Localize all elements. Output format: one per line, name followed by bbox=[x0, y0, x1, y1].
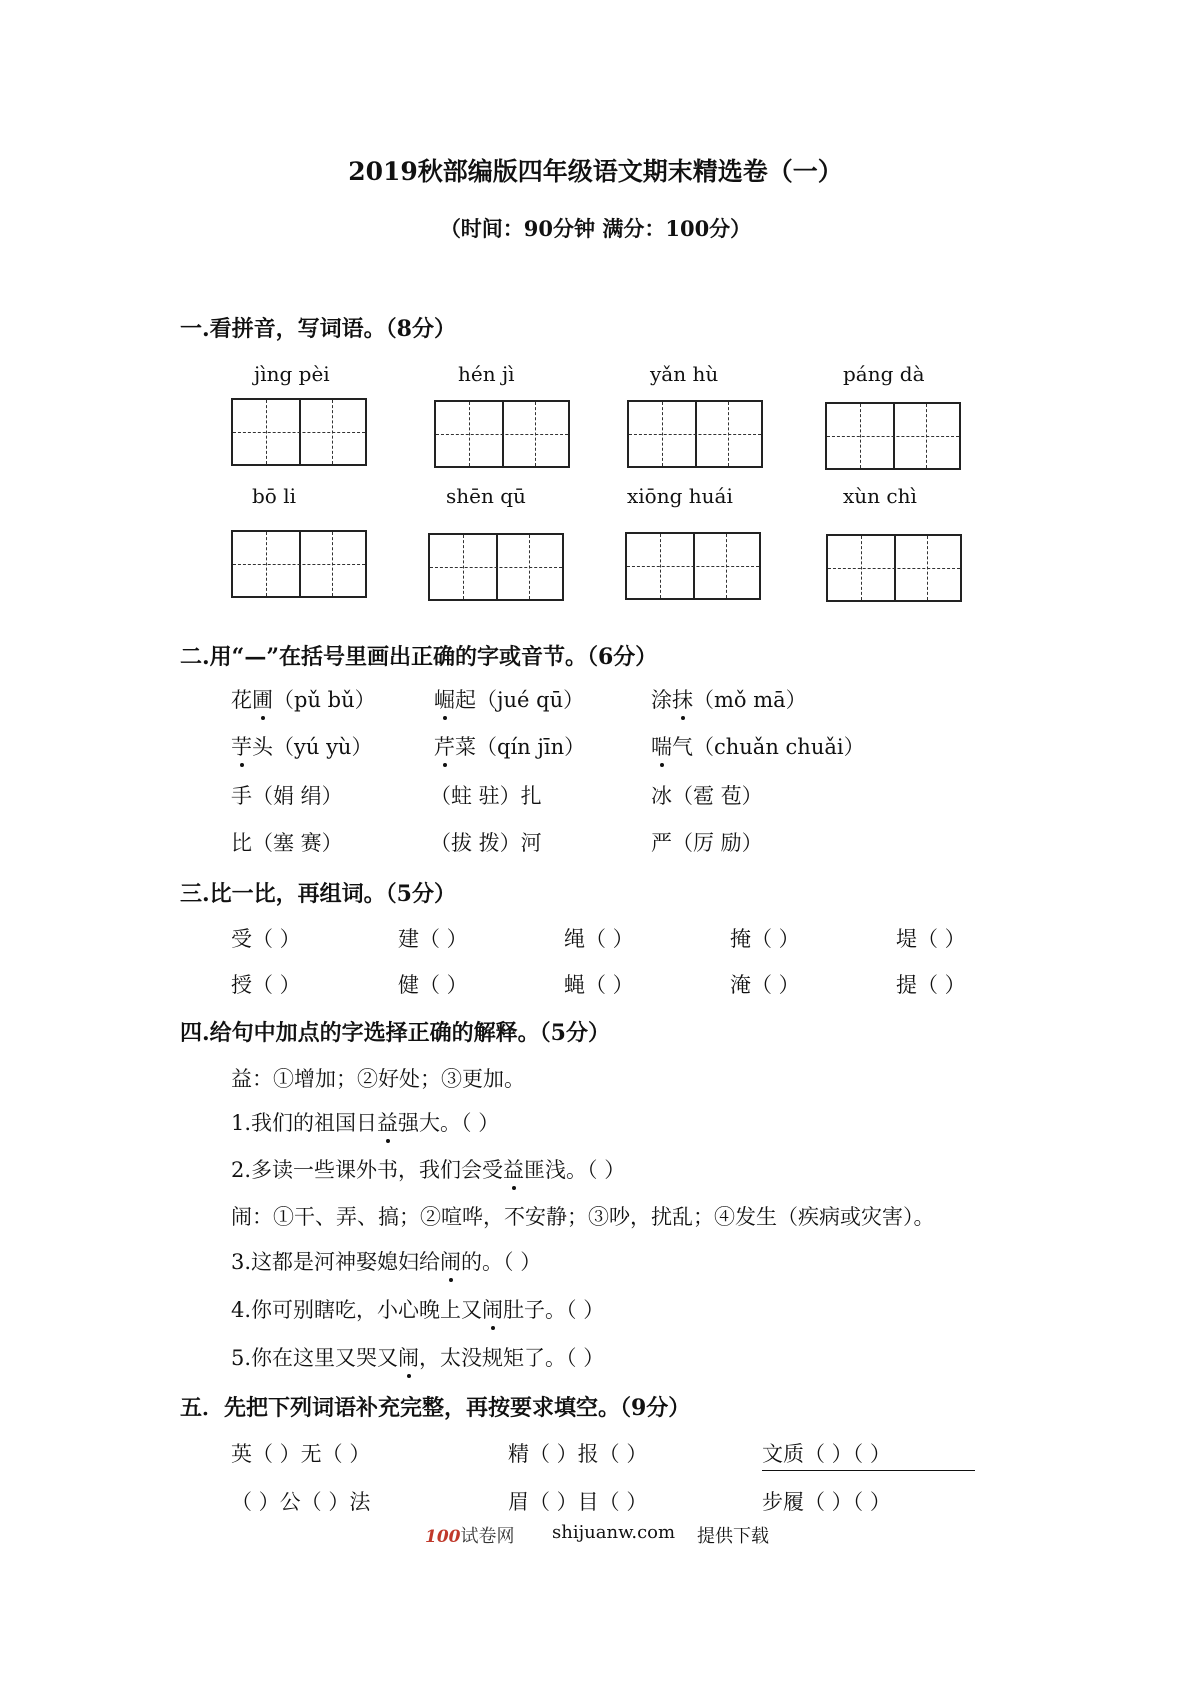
choice-item[interactable]: 手（娟 绢） bbox=[231, 784, 343, 808]
section-5-heading: 五．先把下列词语补充完整，再按要求填空。（9分） bbox=[180, 1395, 691, 1421]
word-blank[interactable]: 建（ ） bbox=[398, 927, 468, 951]
writing-grid[interactable] bbox=[231, 398, 367, 466]
section-1-heading: 一.看拼音，写词语。（8分） bbox=[180, 316, 456, 342]
choice-item[interactable]: （拔 拨）河 bbox=[430, 831, 542, 855]
writing-grid[interactable] bbox=[627, 400, 763, 468]
emphasis-dot-char: 喘 bbox=[651, 731, 672, 761]
choice-item[interactable]: 涂抹（mǒ mā） bbox=[651, 684, 807, 714]
word-blank[interactable]: 绳（ ） bbox=[564, 927, 634, 951]
writing-grid[interactable] bbox=[825, 402, 961, 470]
choice-item[interactable]: 冰（雹 苞） bbox=[651, 784, 763, 808]
site-logo-icon: 100 bbox=[425, 1527, 461, 1547]
choice-item[interactable]: （蛀 驻）扎 bbox=[430, 784, 542, 808]
pinyin-2: hén jì bbox=[458, 362, 515, 386]
choice-item[interactable]: 芹菜（qín jīn） bbox=[434, 731, 585, 761]
definition-text: 闹：①干、弄、搞；②喧哗，不安静；③吵，扰乱；④发生（疾病或灾害）。 bbox=[231, 1205, 935, 1229]
writing-grid[interactable] bbox=[625, 532, 761, 600]
word-blank[interactable]: 步履（ ）（ ） bbox=[762, 1490, 891, 1514]
question-item[interactable]: 3.这都是河神娶媳妇给闹的。（ ） bbox=[231, 1246, 541, 1276]
pinyin-5: bō li bbox=[252, 484, 296, 508]
pinyin-7: xiōng huái bbox=[627, 484, 733, 508]
page-title: 2019秋部编版四年级语文期末精选卷（一） bbox=[348, 157, 843, 186]
footer-domain[interactable]: shijuanw.com bbox=[552, 1522, 676, 1543]
word-blank[interactable]: 授（ ） bbox=[231, 973, 301, 997]
writing-grid[interactable] bbox=[826, 534, 962, 602]
emphasis-dot-char: 芹 bbox=[434, 731, 455, 761]
site-name: 试卷网 bbox=[460, 1526, 515, 1547]
emphasis-dot-char: 圃 bbox=[252, 684, 273, 714]
word-blank[interactable]: 健（ ） bbox=[398, 973, 468, 997]
word-blank[interactable]: （ ）公（ ）法 bbox=[231, 1490, 371, 1514]
writing-grid[interactable] bbox=[231, 530, 367, 598]
choice-item[interactable]: 喘气（chuǎn chuǎi） bbox=[651, 731, 865, 761]
choice-item[interactable]: 芋头（yú yù） bbox=[231, 731, 372, 761]
emphasis-dot-char: 益 bbox=[503, 1154, 524, 1184]
footer-provide-text: 提供下载 bbox=[697, 1526, 769, 1547]
choice-item[interactable]: 严（厉 励） bbox=[651, 831, 763, 855]
writing-grid[interactable] bbox=[434, 400, 570, 468]
word-blank[interactable]: 提（ ） bbox=[896, 973, 966, 997]
pinyin-8: xùn chì bbox=[843, 484, 917, 508]
emphasis-dot-char: 闹 bbox=[482, 1294, 503, 1324]
emphasis-dot-char: 闹 bbox=[398, 1342, 419, 1372]
emphasis-dot-char: 益 bbox=[377, 1107, 398, 1137]
footer-brand[interactable] bbox=[425, 1522, 515, 1548]
emphasis-dot-char: 抹 bbox=[672, 684, 693, 714]
question-item[interactable]: 2.多读一些课外书，我们会受益匪浅。（ ） bbox=[231, 1154, 625, 1184]
section-3-heading: 三.比一比，再组词。（5分） bbox=[180, 881, 456, 907]
emphasis-dot-char: 闹 bbox=[440, 1246, 461, 1276]
question-item[interactable]: 5.你在这里又哭又闹，太没规矩了。（ ） bbox=[231, 1342, 604, 1372]
word-blank[interactable]: 蝇（ ） bbox=[564, 973, 634, 997]
page-subtitle: （时间：90分钟 满分：100分） bbox=[439, 216, 752, 241]
section-2-heading: 二.用“—”在括号里画出正确的字或音节。（6分） bbox=[180, 644, 658, 670]
word-blank[interactable]: 受（ ） bbox=[231, 927, 301, 951]
choice-item[interactable]: 花圃（pǔ bǔ） bbox=[231, 684, 376, 714]
word-blank-underlined[interactable]: 文质（ ）（ ） bbox=[762, 1438, 975, 1471]
word-blank[interactable]: 掩（ ） bbox=[730, 927, 800, 951]
emphasis-dot-char: 芋 bbox=[231, 731, 252, 761]
word-blank[interactable]: 淹（ ） bbox=[730, 973, 800, 997]
section-4-heading: 四.给句中加点的字选择正确的解释。（5分） bbox=[180, 1020, 610, 1046]
choice-item[interactable]: 比（塞 赛） bbox=[231, 831, 343, 855]
choice-item[interactable]: 崛起（jué qū） bbox=[434, 684, 584, 714]
word-blank[interactable]: 堤（ ） bbox=[896, 927, 966, 951]
pinyin-4: páng dà bbox=[843, 362, 925, 386]
word-blank[interactable]: 精（ ）报（ ） bbox=[508, 1442, 648, 1466]
emphasis-dot-char: 崛 bbox=[434, 684, 455, 714]
pinyin-6: shēn qū bbox=[446, 484, 526, 508]
question-item[interactable]: 1.我们的祖国日益强大。（ ） bbox=[231, 1107, 499, 1137]
pinyin-1: jìng pèi bbox=[254, 362, 330, 386]
word-blank[interactable]: 英（ ）无（ ） bbox=[231, 1442, 371, 1466]
pinyin-3: yǎn hù bbox=[650, 362, 719, 386]
definition-text: 益：①增加；②好处；③更加。 bbox=[231, 1067, 525, 1091]
question-item[interactable]: 4.你可别瞎吃，小心晚上又闹肚子。（ ） bbox=[231, 1294, 604, 1324]
writing-grid[interactable] bbox=[428, 533, 564, 601]
word-blank[interactable]: 眉（ ）目（ ） bbox=[508, 1490, 648, 1514]
